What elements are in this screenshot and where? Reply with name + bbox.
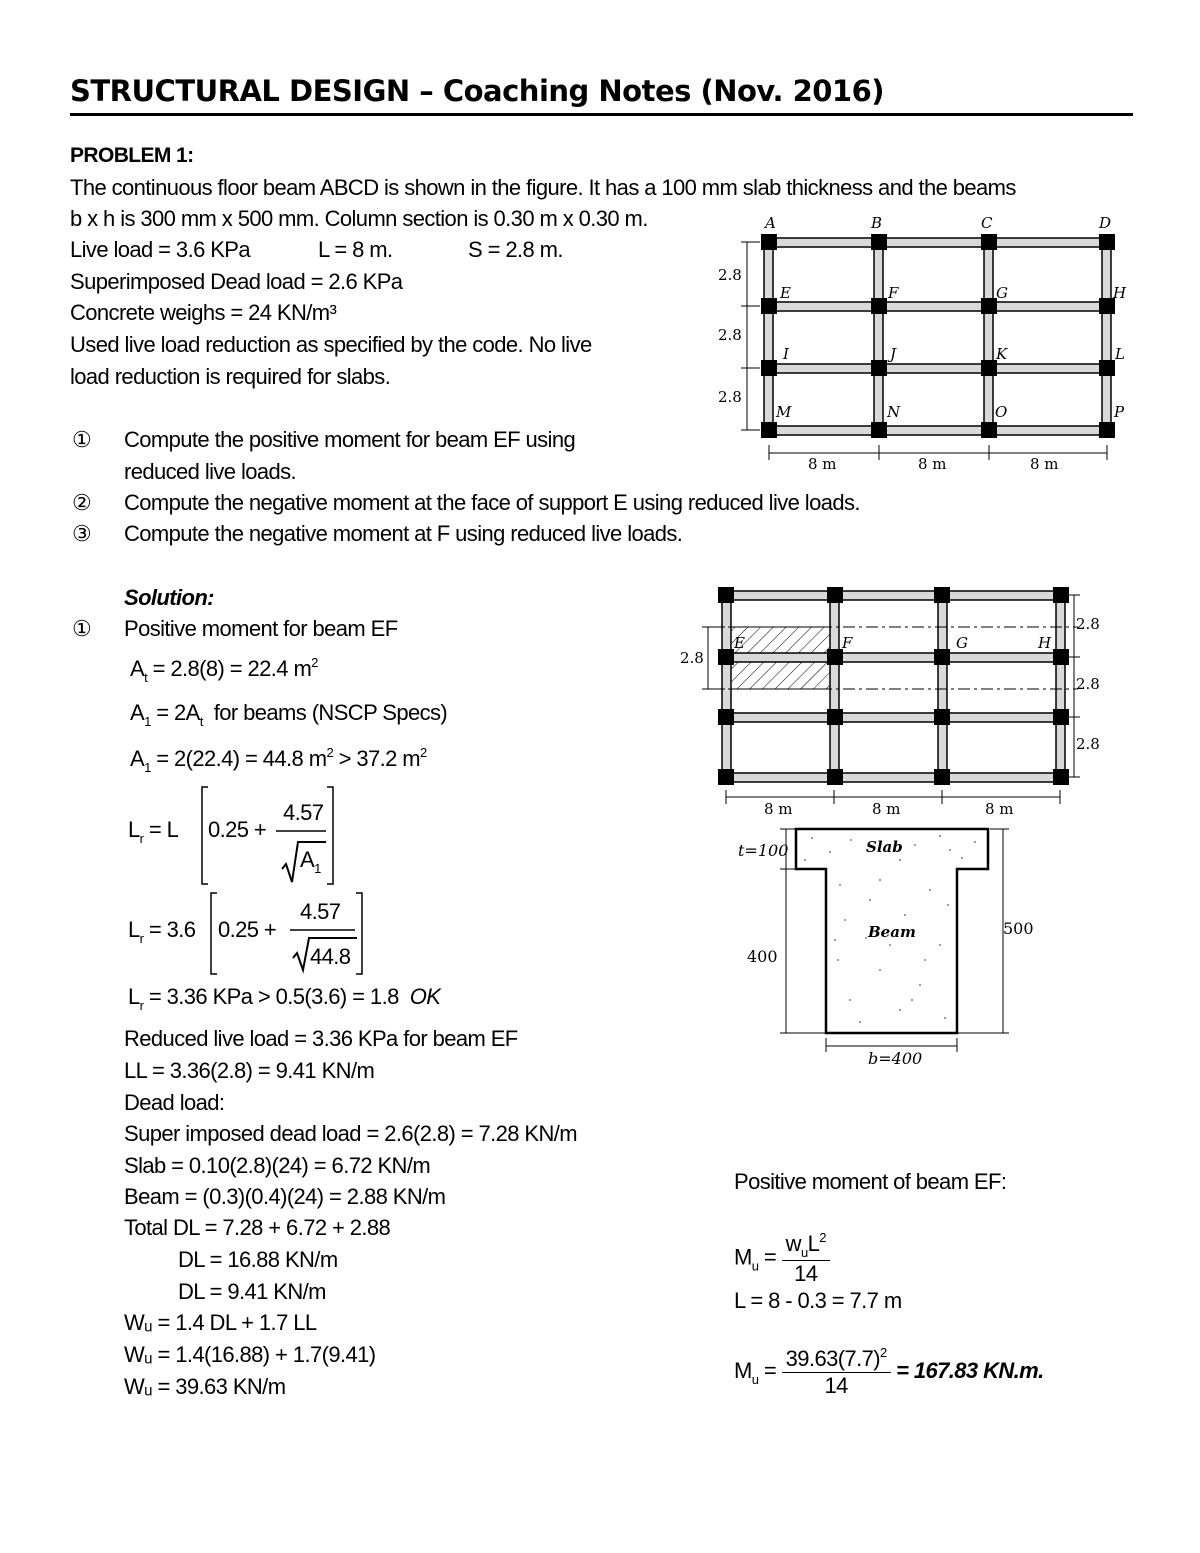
question-text: Compute the negative moment at F using reduced live loads. xyxy=(124,521,683,546)
moment-result: $M_u$ = $\frac{39.63(7.7)^2}{14}$ = 167.83 KN.m. xyxy=(734,1345,1044,1398)
moment-formula: $M_u$ = $\frac{w_uL^2}{14}$ xyxy=(734,1230,830,1287)
col-label: A xyxy=(765,214,776,232)
eq-lr-const: 0.25 + xyxy=(208,817,267,842)
solution-heading: Solution: xyxy=(124,585,214,610)
live-load: Live load = 3.6 KPa xyxy=(70,237,251,262)
right-dim: 2.8 xyxy=(1076,735,1100,753)
eq-lr-lhs: $L_r = L$ xyxy=(128,817,179,846)
joint-label: E xyxy=(734,634,745,652)
col-label: N xyxy=(887,403,901,421)
col-label: E xyxy=(780,284,791,302)
joint-label: F xyxy=(842,634,853,652)
floor-plan-figure xyxy=(700,205,1140,485)
right-dim: 2.8 xyxy=(1076,675,1100,693)
eq-lr3: $L_r = 3.36$ KPa > 0.5(3.6) = 1.8 OK xyxy=(128,984,441,1013)
solution-line: Super imposed dead load = 2.6(2.8) = 7.28 KN/m xyxy=(124,1121,578,1146)
problem-line: The continuous floor beam ABCD is shown in the figure. It has a 100 mm slab thickness and the beams xyxy=(70,175,1016,200)
question-text: reduced live loads. xyxy=(124,459,297,484)
joint-label: H xyxy=(1038,634,1052,652)
tbeam-section-figure xyxy=(730,822,1050,1072)
col-label: B xyxy=(871,214,883,232)
eq-lr2-num: 4.57 xyxy=(300,899,341,924)
eq-a1-val: $A_1 = 2(22.4) = 44.8$ $m^2 > 37.2$ $m^2$ xyxy=(130,745,427,775)
row-dim: 2.8 xyxy=(718,266,742,284)
col-label: L xyxy=(1115,345,1125,363)
col-label: J xyxy=(890,345,897,363)
eq-lr-den: $A_1$ xyxy=(300,847,321,876)
row-dim: 2.8 xyxy=(718,326,742,344)
span-dim: 8 m xyxy=(764,800,793,818)
solution-line: Total DL = 7.28 + 6.72 + 2.88 xyxy=(124,1215,391,1240)
eq-lr2-lhs: $L_r = 3.6$ xyxy=(128,917,196,946)
web-height: 400 xyxy=(747,947,778,966)
problem-line: Concrete weighs = 24 KN/m³ xyxy=(70,300,337,325)
solution-marker: ① xyxy=(72,616,92,641)
span-dim: 8 m xyxy=(872,800,901,818)
eq-at: $A_t = 2.8(8) = 22.4$ $m^2$ xyxy=(130,655,318,685)
solution-line: Beam = (0.3)(0.4)(24) = 2.88 KN/m xyxy=(124,1184,446,1209)
col-label: D xyxy=(1099,214,1112,232)
question-marker: ③ xyxy=(72,521,92,546)
col-label: I xyxy=(783,345,789,363)
problem-line: load reduction is required for slabs. xyxy=(70,364,391,389)
eq-lr2-const: 0.25 + xyxy=(218,917,277,942)
beam-label: Beam xyxy=(868,923,916,941)
moment-heading: Positive moment of beam EF: xyxy=(734,1169,1007,1194)
col-label: G xyxy=(996,284,1008,302)
col-label: M xyxy=(776,403,792,421)
right-dim: 2.8 xyxy=(1076,615,1100,633)
solution-line: Reduced live load = 3.36 KPa for beam EF xyxy=(124,1026,518,1051)
solution-line: Dead load: xyxy=(124,1090,225,1115)
slab-thickness: t=100 xyxy=(738,841,789,860)
eq-a1-def: $A_1 = 2A_t$ for beams (NSCP Specs) xyxy=(130,700,448,729)
beam-width: b=400 xyxy=(868,1049,923,1068)
span-dim: 8 m xyxy=(808,455,837,473)
solution-line: Slab = 0.10(2.8)(24) = 6.72 KN/m xyxy=(124,1153,431,1178)
question-text: Compute the negative moment at the face of support E using reduced live loads. xyxy=(124,490,860,515)
tributary-plan-figure xyxy=(670,580,1110,820)
eq-lr-num: 4.57 xyxy=(283,800,324,825)
problem-line: Used live load reduction as specified by the code. No live xyxy=(70,332,592,357)
span-length: L = 8 m. xyxy=(318,237,393,262)
row-dim: 2.8 xyxy=(718,388,742,406)
col-label: O xyxy=(995,403,1008,421)
col-label: C xyxy=(981,214,993,232)
beam-spacing: S = 2.8 m. xyxy=(468,237,563,262)
col-label: H xyxy=(1113,284,1127,302)
moment-span: L = 8 - 0.3 = 7.7 m xyxy=(734,1288,902,1313)
span-dim: 8 m xyxy=(918,455,947,473)
total-height: 500 xyxy=(1003,919,1034,938)
solution-line: Wᵤ = 1.4(16.88) + 1.7(9.41) xyxy=(124,1342,376,1367)
col-label: F xyxy=(888,284,899,302)
span-dim: 8 m xyxy=(1030,455,1059,473)
title-rule xyxy=(70,113,1133,116)
left-dim: 2.8 xyxy=(680,649,704,667)
solution-line: Wᵤ = 1.4 DL + 1.7 LL xyxy=(124,1310,317,1335)
solution-line: LL = 3.36(2.8) = 9.41 KN/m xyxy=(124,1058,375,1083)
problem-heading: PROBLEM 1: xyxy=(70,144,194,167)
slab-label: Slab xyxy=(866,838,903,856)
solution-item: Positive moment for beam EF xyxy=(124,616,398,641)
question-marker: ① xyxy=(72,427,92,452)
solution-line: Wᵤ = 39.63 KN/m xyxy=(124,1374,286,1399)
problem-line: Superimposed Dead load = 2.6 KPa xyxy=(70,269,403,294)
page-title: STRUCTURAL DESIGN – Coaching Notes (Nov. 2016) xyxy=(70,74,885,108)
solution-line: DL = 9.41 KN/m xyxy=(178,1279,326,1304)
span-dim: 8 m xyxy=(985,800,1014,818)
solution-line: DL = 16.88 KN/m xyxy=(178,1247,338,1272)
question-marker: ② xyxy=(72,490,92,515)
problem-line: b x h is 300 mm x 500 mm. Column section is 0.30 m x 0.30 m. xyxy=(70,206,648,231)
question-text: Compute the positive moment for beam EF using xyxy=(124,427,576,452)
joint-label: G xyxy=(956,634,968,652)
col-label: K xyxy=(996,345,1008,363)
eq-lr2-den: 44.8 xyxy=(310,944,351,969)
col-label: P xyxy=(1114,403,1125,421)
